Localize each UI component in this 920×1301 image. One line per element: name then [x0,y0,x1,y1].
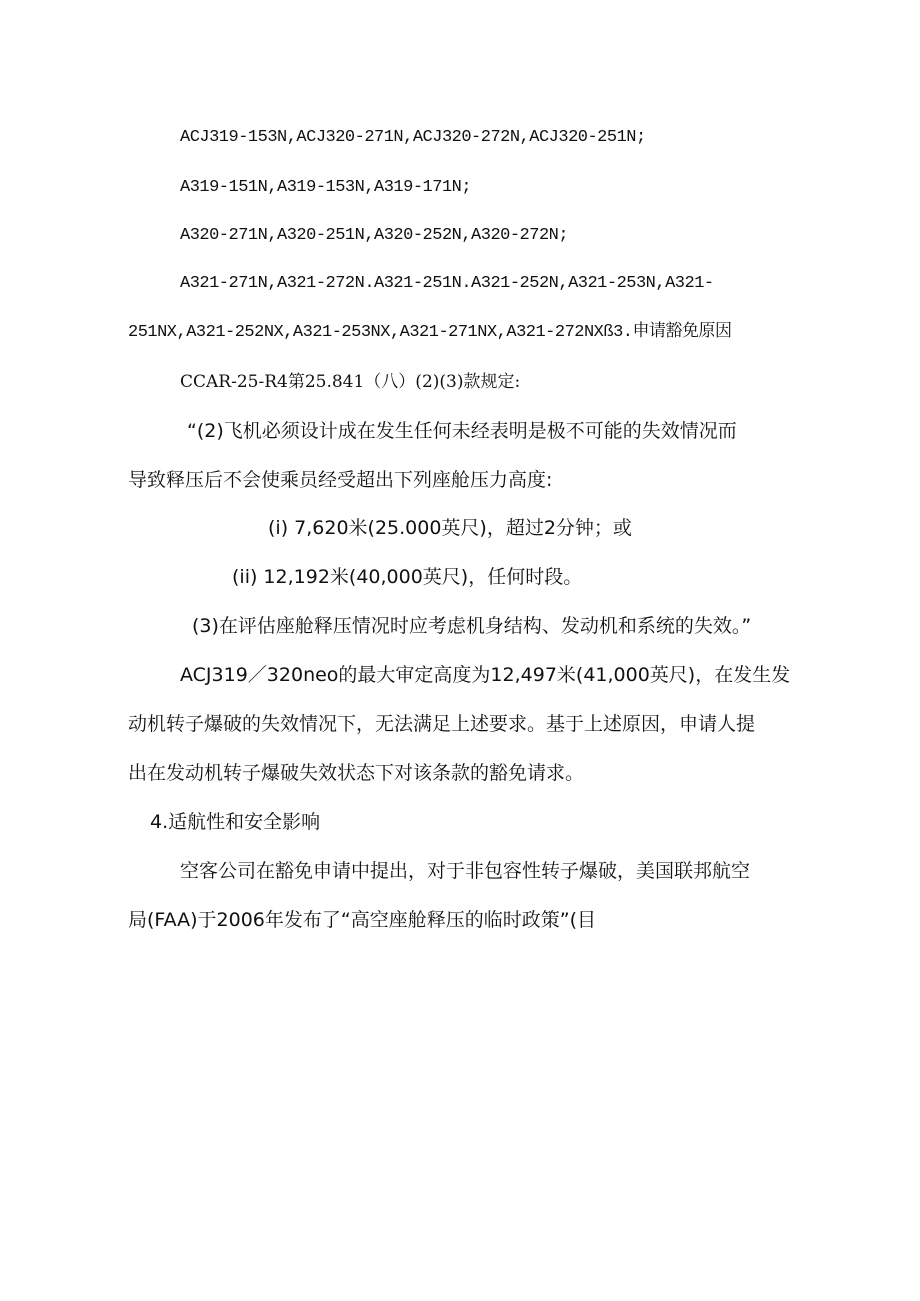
paragraph-airbus-line2: 局(FAA)于2006年发布了“高空座舱释压的临时政策”(目 [128,909,596,931]
model-list-a320: A320-271N,A320-251N,A320-252N,A320-272N; [180,226,569,245]
model-list-a319: A319-151N,A319-153N,A319-171N; [180,178,472,197]
quote-clause-2-line2: 导致释压后不会使乘员经受超出下列座舱压力高度: [128,469,553,491]
quote-item-i: (i) 7,620米(25.000英尺)，超过2分钟；或 [268,517,632,539]
quote-clause-3: (3)在评估座舱释压情况时应考虑机身结构、发动机和系统的失效。” [192,615,752,637]
model-list-a321: A321-271N,A321-272N.A321-251N.A321-252N,A321-253N,A321- [180,274,714,293]
paragraph-altitude-line1: ACJ319／320neo的最大审定高度为12,497米(41,000英尺)，在发生发 [180,664,791,686]
regulation-citation: CCAR-25-R4第25.841（八）(2)(3)款规定: [180,372,521,392]
model-list-a321-cont: 251NX,A321-252NX,A321-253NX,A321-271NX,A321-272NXß3.申请豁免原因 [128,323,732,342]
model-list-acj: ACJ319-153N,ACJ320-271N,ACJ320-272N,ACJ320-251N; [180,128,646,147]
quote-item-ii: (ii) 12,192米(40,000英尺)，任何时段。 [232,566,583,588]
paragraph-altitude-line2: 动机转子爆破的失效情况下，无法满足上述要求。基于上述原因，申请人提 [128,713,756,735]
quote-clause-2-line1: “(2)飞机必须设计成在发生任何未经表明是极不可能的失效情况而 [187,420,737,442]
paragraph-altitude-line3: 出在发动机转子爆破失效状态下对该条款的豁免请求。 [128,762,585,784]
section-heading-4: 4.适航性和安全影响 [150,811,321,833]
paragraph-airbus-line1: 空客公司在豁免申请中提出，对于非包容性转子爆破，美国联邦航空 [180,860,751,882]
